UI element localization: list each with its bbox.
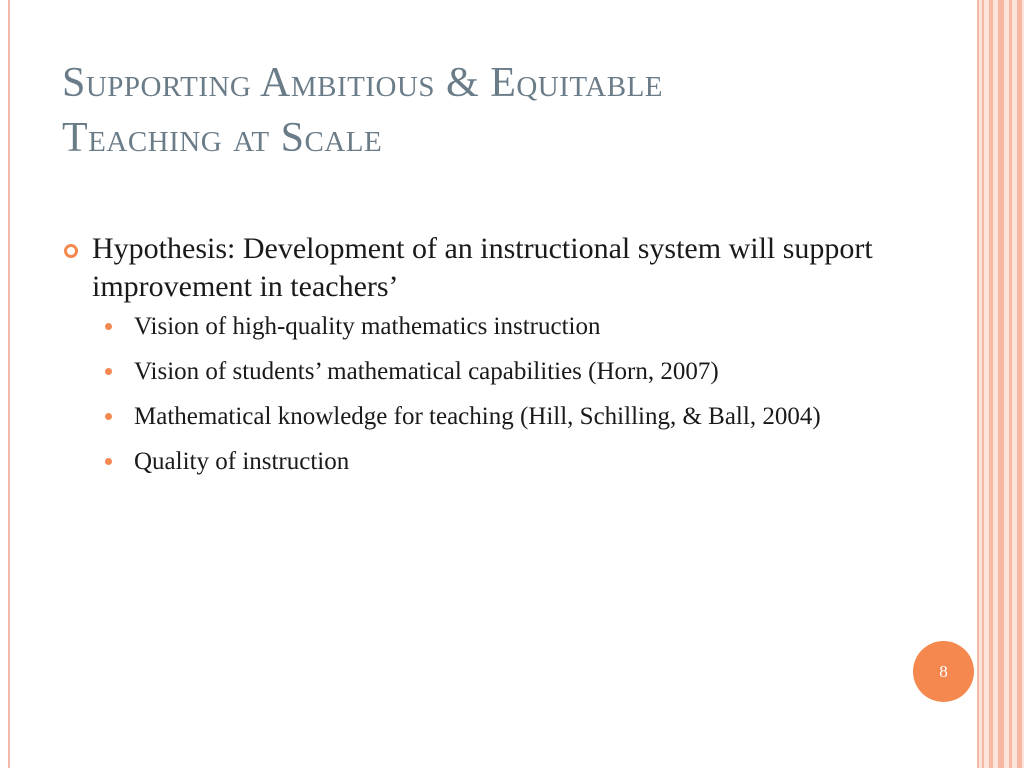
dot-bullet-icon: [105, 458, 112, 465]
sub-bullet: [62, 355, 892, 388]
main-bullet: [62, 230, 892, 306]
stripe: [1009, 0, 1012, 768]
main-bullet-text: Hypothesis: Development of an instructional system will support improvement in teachers’: [92, 232, 873, 303]
sub-bullet-text: Mathematical knowledge for teaching (Hill, Schilling, & Ball, 2004): [134, 403, 821, 430]
stripe: [982, 0, 984, 768]
stripe: [998, 0, 1004, 768]
sub-bullet: [62, 445, 892, 478]
stripe: [989, 0, 993, 768]
sub-bullet: [62, 400, 892, 433]
sub-bullet-list: [62, 310, 892, 478]
page-number: 8: [939, 662, 948, 681]
stripe: [1017, 0, 1022, 768]
dot-bullet-icon: [105, 368, 112, 375]
sub-bullet-text: Quality of instruction: [134, 448, 350, 475]
slide-content: [62, 230, 892, 490]
sub-bullet-text: Vision of students’ mathematical capabilities (Horn, 2007): [134, 358, 719, 385]
dot-bullet-icon: [105, 413, 112, 420]
decorative-stripes: [979, 0, 1024, 768]
dot-bullet-icon: [105, 323, 112, 330]
slide-title: [62, 56, 942, 166]
slide-title-line1: Supporting Ambitious & Equitable: [62, 60, 664, 106]
sub-bullet: [62, 310, 892, 343]
page-number-badge: [913, 641, 974, 702]
sub-bullet-text: Vision of high-quality mathematics instruction: [134, 313, 601, 340]
ring-bullet-icon: [64, 244, 78, 258]
slide-title-line2: Teaching at Scale: [62, 115, 383, 161]
